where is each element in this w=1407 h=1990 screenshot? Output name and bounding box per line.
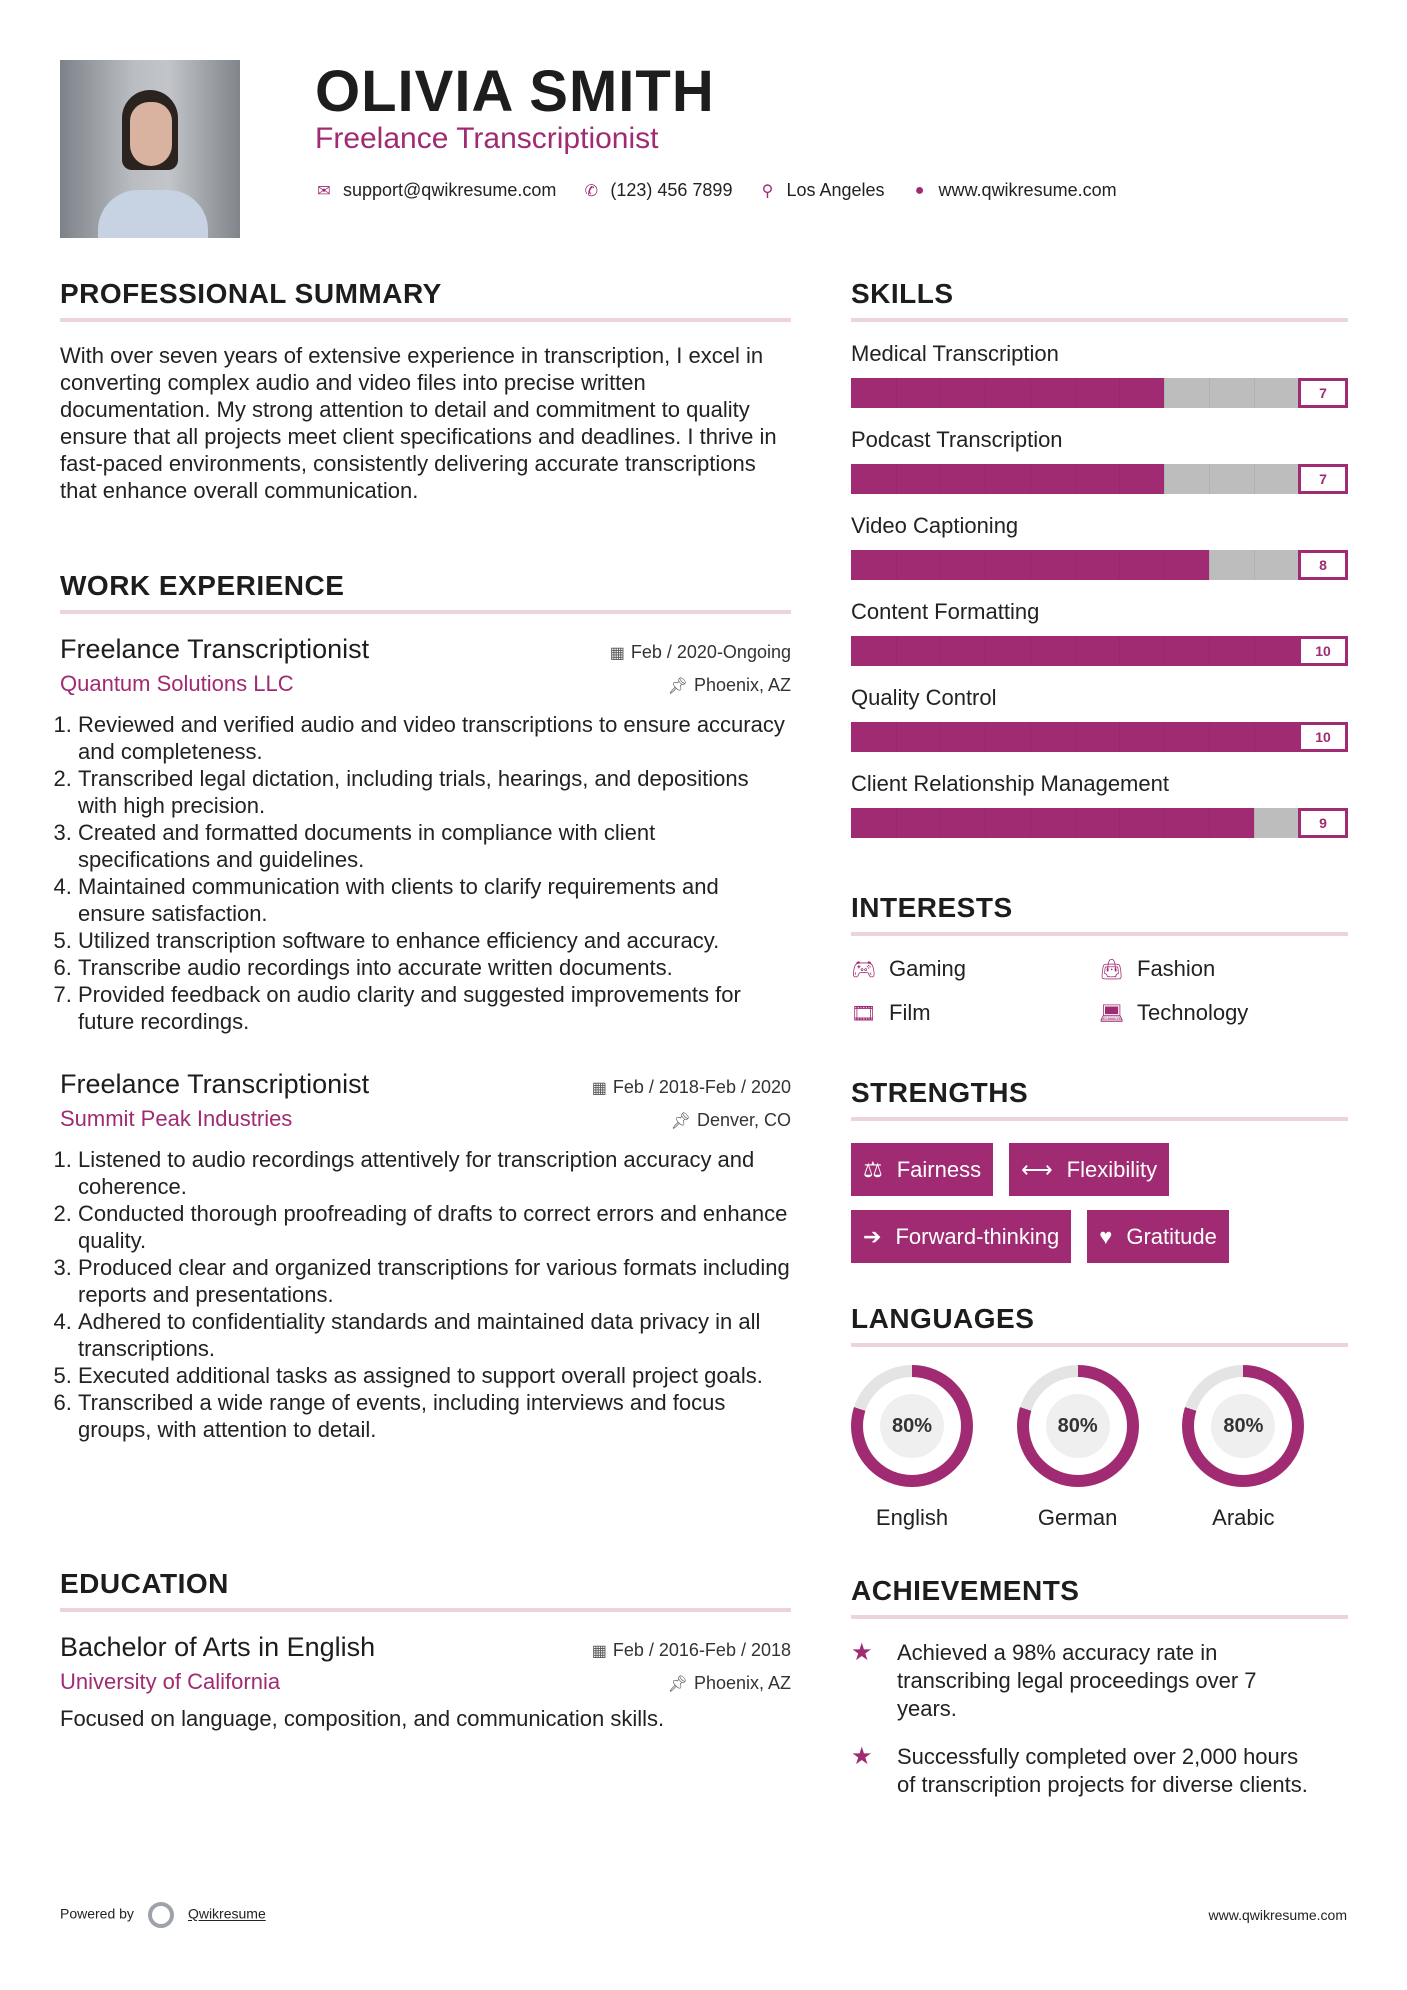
map-marker-icon: ⚲ — [761, 182, 774, 200]
job-bullet: 2. Conducted thorough proofreading of drafts to correct errors and enhance quality. — [78, 1200, 791, 1254]
bar-segment-divider — [1030, 464, 1031, 494]
job-bullet: 6. Transcribe audio recordings into accurate written documents. — [78, 954, 791, 981]
education-location: Phoenix, AZ — [693, 1673, 791, 1693]
section-heading: SKILLS — [851, 278, 1348, 322]
interest-item — [1099, 1000, 1347, 1026]
calendar-icon: ▦ — [609, 645, 625, 662]
job-bullet: 6. Transcribed a wide range of events, including interviews and focus groups, with attention to detail. — [78, 1389, 791, 1443]
bar-segment-divider — [1209, 378, 1210, 408]
skill-bar — [851, 808, 1348, 838]
skill-item — [851, 684, 1348, 752]
bar-segment-divider — [1030, 550, 1031, 580]
bar-segment-divider — [1030, 722, 1031, 752]
language-name: English — [875, 1505, 949, 1530]
skill-level-box — [1298, 808, 1348, 838]
job-bullets — [60, 1146, 791, 1443]
bar-segment-divider — [896, 464, 897, 494]
job-location: Denver, CO — [696, 1110, 791, 1130]
bar-segment-divider — [896, 550, 897, 580]
bar-segment-divider — [1075, 464, 1076, 494]
strength-label: Forward-thinking — [895, 1223, 1060, 1249]
education-description: Focused on language, composition, and communication skills. — [60, 1706, 665, 1731]
strength-badge — [851, 1210, 1071, 1263]
skill-level-box — [1298, 378, 1348, 408]
skill-name: Medical Transcription — [851, 341, 1059, 366]
bar-segment-divider — [1075, 550, 1076, 580]
skill-level-box — [1298, 464, 1348, 494]
interest-item — [851, 956, 1099, 982]
job-bullet: 3. Produced clear and organized transcriptions for various formats including reports and presentations. — [78, 1254, 791, 1308]
skill-item — [851, 426, 1348, 494]
strength-label: Gratitude — [1126, 1223, 1217, 1249]
skill-level-box — [1298, 722, 1348, 752]
skill-level: 9 — [1301, 811, 1345, 835]
experience-section — [60, 570, 791, 1443]
bar-segment-divider — [985, 636, 986, 666]
language-donut — [1182, 1365, 1304, 1487]
job-bullet: 3. Created and formatted documents in compliance with client specifications and guidelines. — [78, 819, 791, 873]
bar-segment-divider — [985, 464, 986, 494]
bar-segment-divider — [940, 464, 941, 494]
candidate-name: OLIVIA SMITH — [315, 59, 715, 124]
email[interactable]: support@qwikresume.com — [343, 180, 557, 200]
interest-label: Gaming — [889, 956, 967, 981]
section-heading: STRENGTHS — [851, 1077, 1348, 1121]
job-bullet: 4. Maintained communication with clients to clarify requirements and ensure satisfaction. — [78, 873, 791, 927]
section-heading: EDUCATION — [60, 1568, 791, 1612]
bar-segment-divider — [1164, 550, 1165, 580]
language-item — [1017, 1365, 1183, 1531]
interest-label: Film — [889, 1000, 931, 1025]
bar-segment-divider — [1209, 722, 1210, 752]
job-dates: Feb / 2018-Feb / 2020 — [612, 1077, 791, 1097]
arrow-right-icon: ➔ — [863, 1223, 882, 1249]
company-name: Quantum Solutions LLC — [60, 671, 294, 696]
education-dates: Feb / 2016-Feb / 2018 — [612, 1640, 791, 1660]
bar-segment-divider — [940, 550, 941, 580]
bar-segment-divider — [1254, 378, 1255, 408]
language-item — [851, 1365, 1017, 1531]
skill-bar — [851, 636, 1348, 666]
star-icon: ★ — [851, 1639, 873, 1666]
job-entry — [60, 1069, 791, 1443]
bar-segment-divider — [1075, 636, 1076, 666]
bar-segment-divider — [1119, 808, 1120, 838]
skill-level: 7 — [1301, 467, 1345, 491]
summary-section — [60, 278, 791, 504]
bar-segment-divider — [940, 808, 941, 838]
bar-segment-divider — [1164, 464, 1165, 494]
skill-level-box — [1298, 550, 1348, 580]
bar-segment-divider — [1254, 636, 1255, 666]
pin-icon: 📌︎ — [667, 1676, 688, 1693]
skill-item — [851, 340, 1348, 408]
section-heading: LANGUAGES — [851, 1303, 1348, 1347]
bar-segment-divider — [896, 808, 897, 838]
skill-item — [851, 770, 1348, 838]
heart-icon: ♥ — [1099, 1223, 1113, 1249]
pin-icon: 📌︎ — [667, 678, 688, 695]
footer-url[interactable]: www.qwikresume.com — [1208, 1907, 1347, 1923]
skill-bar — [851, 550, 1348, 580]
laptop-icon: 💻︎ — [1099, 1002, 1125, 1025]
bar-segment-divider — [1164, 808, 1165, 838]
company-name: Summit Peak Industries — [60, 1106, 293, 1131]
school: University of California — [60, 1669, 281, 1694]
bar-segment-divider — [1119, 464, 1120, 494]
bar-segment-divider — [1254, 722, 1255, 752]
shopping-bag-icon: 👜︎ — [1099, 958, 1125, 981]
achievement-text: Achieved a 98% accuracy rate in transcribing legal proceedings over 7 years. — [897, 1640, 1257, 1721]
bar-segment-divider — [1075, 378, 1076, 408]
skill-bar — [851, 722, 1348, 752]
interest-item — [1099, 956, 1347, 982]
interest-label: Technology — [1137, 1000, 1249, 1025]
job-bullet: 2. Transcribed legal dictation, including trials, hearings, and depositions with high precision. — [78, 765, 791, 819]
bar-segment-divider — [1030, 378, 1031, 408]
bar-segment-divider — [896, 722, 897, 752]
bar-segment-divider — [1254, 550, 1255, 580]
skill-name: Client Relationship Management — [851, 771, 1169, 796]
skill-bar-fill — [851, 808, 1254, 838]
skill-level-box — [1298, 636, 1348, 666]
skill-level: 10 — [1301, 639, 1345, 663]
job-bullet: 4. Adhered to confidentiality standards and maintained data privacy in all transcriptions. — [78, 1308, 791, 1362]
bar-segment-divider — [985, 378, 986, 408]
language-donut — [1017, 1365, 1139, 1487]
section-heading: INTERESTS — [851, 892, 1348, 936]
bar-segment-divider — [1164, 722, 1165, 752]
bar-segment-divider — [1164, 636, 1165, 666]
bar-segment-divider — [896, 378, 897, 408]
job-location: Phoenix, AZ — [693, 675, 791, 695]
bar-segment-divider — [1254, 464, 1255, 494]
skill-name: Video Captioning — [851, 513, 1019, 538]
skill-name: Quality Control — [851, 685, 997, 710]
bar-segment-divider — [1209, 550, 1210, 580]
envelope-icon: ✉ — [317, 182, 331, 200]
skills-section — [851, 278, 1348, 838]
skill-bar — [851, 464, 1348, 494]
arrows-h-icon: ⟷ — [1021, 1156, 1053, 1182]
footer — [60, 1902, 1347, 1928]
job-bullet: 7. Provided feedback on audio clarity and suggested improvements for future recordings. — [78, 981, 791, 1035]
skill-bar — [851, 378, 1348, 408]
section-heading: PROFESSIONAL SUMMARY — [60, 278, 791, 322]
bar-segment-divider — [896, 636, 897, 666]
bar-segment-divider — [1164, 378, 1165, 408]
bar-segment-divider — [1119, 378, 1120, 408]
globe-icon: ● — [914, 181, 925, 199]
powered-by-label: Powered by — [60, 1905, 134, 1922]
phone: (123) 456 7899 — [610, 180, 733, 200]
section-heading: WORK EXPERIENCE — [60, 570, 791, 614]
bar-segment-divider — [940, 722, 941, 752]
section-heading: ACHIEVEMENTS — [851, 1575, 1348, 1619]
profile-photo — [60, 60, 240, 238]
skill-item — [851, 512, 1348, 580]
phone-icon: ✆ — [584, 182, 599, 200]
language-percent: 80% — [1211, 1394, 1275, 1458]
job-title: Freelance Transcriptionist — [315, 122, 659, 155]
bar-segment-divider — [940, 378, 941, 408]
languages-section — [851, 1303, 1348, 1531]
position-title: Freelance Transcriptionist — [60, 634, 370, 664]
skill-item — [851, 598, 1348, 666]
bar-segment-divider — [940, 636, 941, 666]
job-bullets — [60, 711, 791, 1035]
bar-segment-divider — [1254, 808, 1255, 838]
bar-segment-divider — [1119, 636, 1120, 666]
bar-segment-divider — [985, 550, 986, 580]
language-donut — [851, 1365, 973, 1487]
job-bullet: 1. Listened to audio recordings attentively for transcription accuracy and coherence. — [78, 1146, 791, 1200]
skill-name: Content Formatting — [851, 599, 1040, 624]
calendar-icon: ▦ — [591, 1643, 607, 1660]
balance-scale-icon: ⚖ — [863, 1156, 883, 1182]
achievement-text: Successfully completed over 2,000 hours of transcription projects for diverse clients. — [897, 1744, 1308, 1797]
skill-level: 7 — [1301, 381, 1345, 405]
language-item — [1182, 1365, 1348, 1531]
strengths-section — [851, 1077, 1348, 1263]
job-bullet: 5. Utilized transcription software to enhance efficiency and accuracy. — [78, 927, 791, 954]
strength-badge — [851, 1143, 993, 1196]
achievement-item — [851, 1639, 1348, 1723]
language-percent: 80% — [1046, 1394, 1110, 1458]
qwikresume-logo-icon — [148, 1902, 174, 1928]
bar-segment-divider — [1209, 464, 1210, 494]
interests-section — [851, 892, 1348, 1026]
film-icon: 🎞︎ — [851, 1002, 877, 1025]
brand-link[interactable]: Qwikresume — [187, 1905, 266, 1922]
bar-segment-divider — [1075, 722, 1076, 752]
job-entry — [60, 634, 791, 1035]
pin-icon: 📌︎ — [670, 1113, 691, 1130]
bar-segment-divider — [1119, 550, 1120, 580]
bar-segment-divider — [1030, 808, 1031, 838]
skill-level: 8 — [1301, 553, 1345, 577]
education-section — [60, 1568, 791, 1732]
strength-badge — [1087, 1210, 1229, 1263]
strength-badge — [1009, 1143, 1169, 1196]
bar-segment-divider — [1209, 636, 1210, 666]
achievement-item — [851, 1743, 1348, 1799]
job-bullet: 5. Executed additional tasks as assigned to support overall project goals. — [78, 1362, 791, 1389]
bar-segment-divider — [1075, 808, 1076, 838]
interest-item — [851, 1000, 1099, 1026]
job-bullet: 1. Reviewed and verified audio and video transcriptions to ensure accuracy and completeness. — [78, 711, 791, 765]
bar-segment-divider — [1209, 808, 1210, 838]
bar-segment-divider — [1119, 722, 1120, 752]
bar-segment-divider — [985, 808, 986, 838]
skill-bar-fill — [851, 378, 1164, 408]
summary-text: With over seven years of extensive experience in transcription, I excel in converting complex audio and video files into precise written documentation. My strong attention to detail and commitment to quality ensure that all projects meet client specifications and deadlines. I thrive in fast-paced environments, consistently delivering accurate transcriptions that enhance overall communication. — [60, 343, 777, 503]
star-icon: ★ — [851, 1743, 873, 1770]
bar-segment-divider — [985, 722, 986, 752]
language-percent: 80% — [880, 1394, 944, 1458]
strength-label: Fairness — [896, 1156, 982, 1182]
website[interactable]: www.qwikresume.com — [938, 180, 1117, 200]
achievements-section — [851, 1575, 1348, 1799]
language-name: German — [1037, 1505, 1118, 1530]
skill-name: Podcast Transcription — [851, 427, 1063, 452]
contact-bar — [315, 180, 1133, 201]
location: Los Angeles — [786, 180, 885, 200]
skill-level: 10 — [1301, 725, 1345, 749]
skill-bar-fill — [851, 464, 1164, 494]
job-dates: Feb / 2020-Ongoing — [630, 642, 791, 662]
strength-label: Flexibility — [1066, 1156, 1158, 1182]
position-title: Freelance Transcriptionist — [60, 1069, 370, 1099]
bar-segment-divider — [1030, 636, 1031, 666]
gamepad-icon: 🎮︎ — [851, 958, 877, 981]
interest-label: Fashion — [1137, 956, 1216, 981]
degree: Bachelor of Arts in English — [60, 1632, 376, 1662]
calendar-icon: ▦ — [591, 1080, 607, 1097]
language-name: Arabic — [1212, 1505, 1275, 1530]
